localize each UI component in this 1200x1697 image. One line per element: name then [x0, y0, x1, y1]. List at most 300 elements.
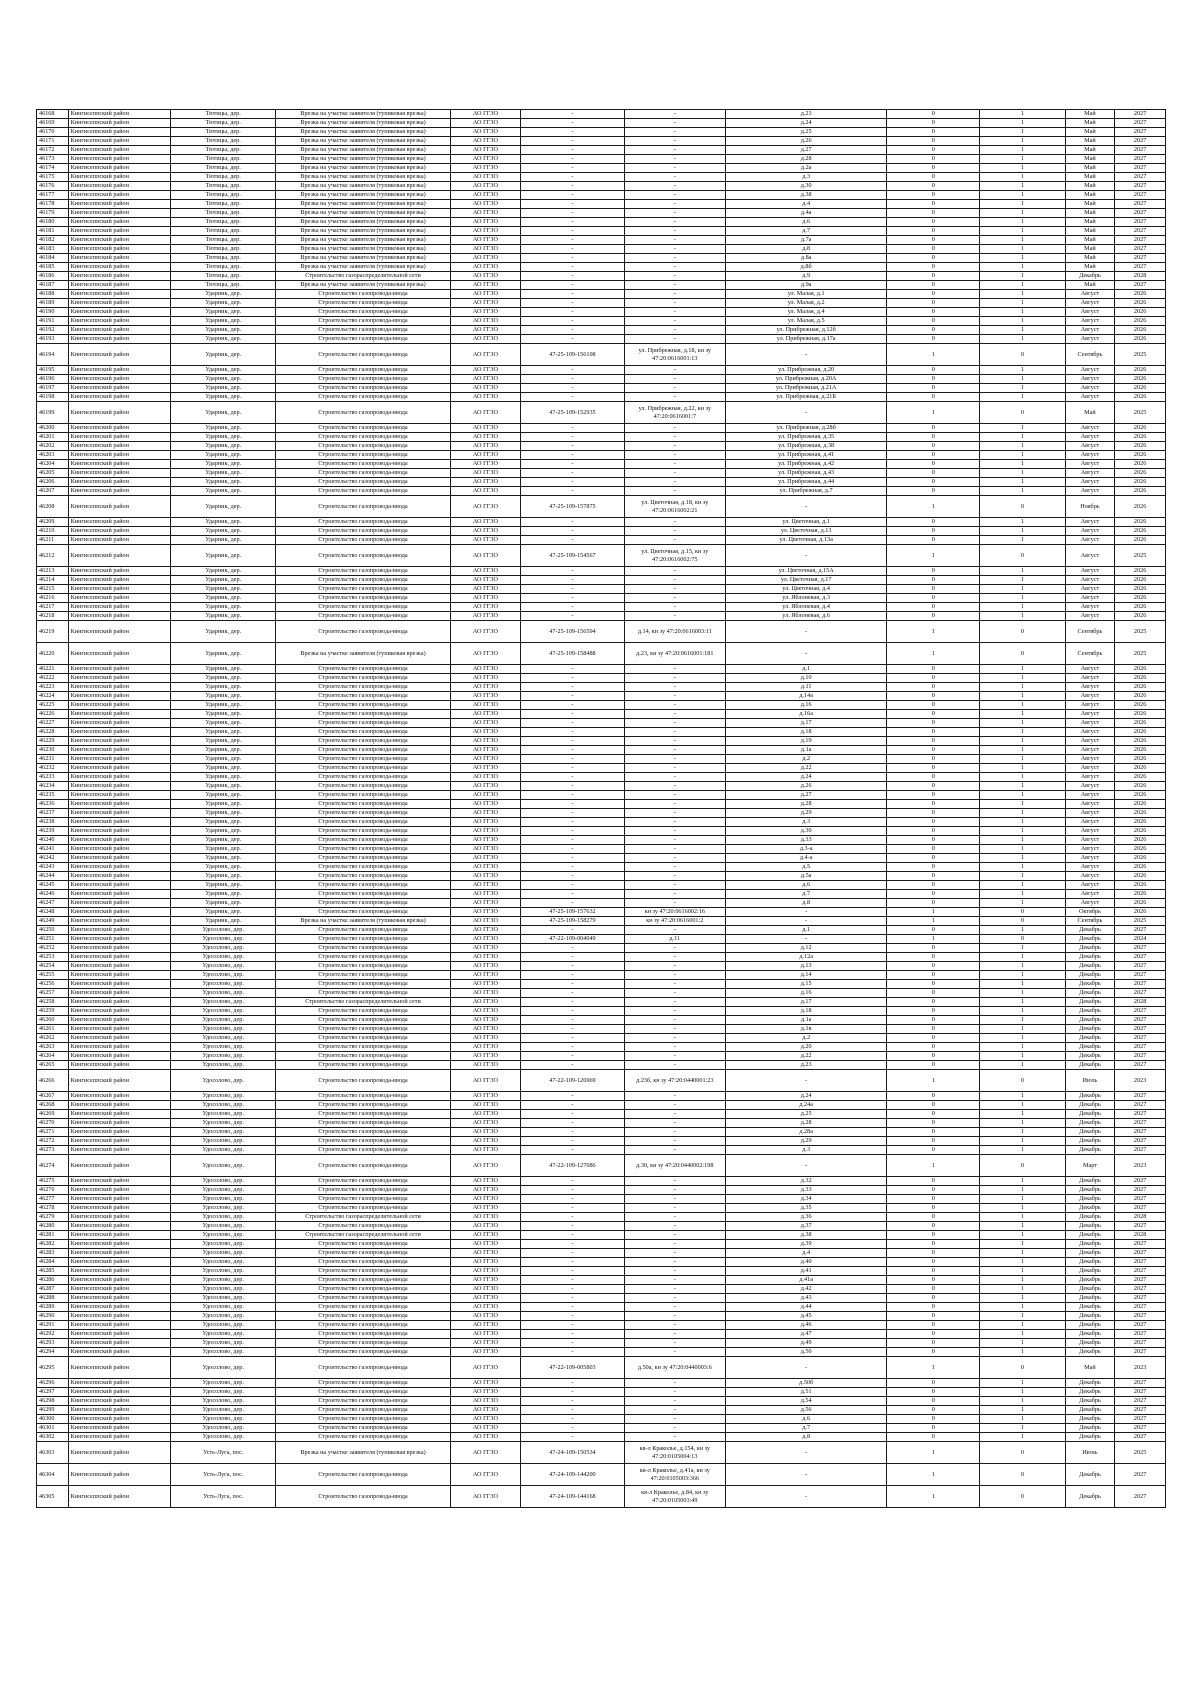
- count-a-cell: 0: [887, 1231, 980, 1240]
- address-cadastral-cell: -: [624, 836, 725, 845]
- count-b-cell: 1: [980, 182, 1065, 191]
- address-cadastral-cell: ул. Цветочная, д.18, кн зу 47:20:0616002:21: [624, 496, 725, 518]
- planned-address-cell: д.2: [725, 755, 886, 764]
- district-cell: Кингисеппский район: [68, 683, 170, 692]
- row-id-cell: 46249: [37, 917, 69, 926]
- locality-cell: Ударник, дер.: [170, 755, 276, 764]
- table-row: [37, 1231, 1166, 1240]
- district-cell: Кингисеппский район: [68, 1137, 170, 1146]
- count-a-cell: 0: [887, 944, 980, 953]
- month-cell: Август: [1065, 594, 1115, 603]
- work-type-cell: Строительство газопровода-ввода: [276, 527, 450, 536]
- table-row: [37, 1137, 1166, 1146]
- organization-cell: АО ГГЗО: [450, 917, 521, 926]
- count-a-cell: 0: [887, 326, 980, 335]
- application-number-cell: -: [521, 1128, 624, 1137]
- month-cell: Август: [1065, 460, 1115, 469]
- month-cell: Август: [1065, 545, 1115, 567]
- application-number-cell: 47-24-109-150534: [521, 1442, 624, 1464]
- count-b-cell: 1: [980, 764, 1065, 773]
- planned-address-cell: ул. Малая, д.4: [725, 308, 886, 317]
- work-type-cell: Строительство газопровода-ввода: [276, 478, 450, 487]
- month-cell: Июль: [1065, 1070, 1115, 1092]
- work-type-cell: Строительство газопровода-ввода: [276, 1339, 450, 1348]
- planned-address-cell: ул. Прибрежная, д.42: [725, 460, 886, 469]
- count-b-cell: 1: [980, 518, 1065, 527]
- row-id-cell: 46198: [37, 393, 69, 402]
- application-number-cell: -: [521, 1186, 624, 1195]
- address-cadastral-cell: д.50а, кн зу 47:20:0440003:6: [624, 1357, 725, 1379]
- count-a-cell: 0: [887, 110, 980, 119]
- planned-address-cell: -: [725, 1070, 886, 1092]
- address-cadastral-cell: ул. Прибрежная, д.18, кн зу 47:20:0616001:13: [624, 344, 725, 366]
- month-cell: Декабрь: [1065, 1061, 1115, 1070]
- organization-cell: АО ГГЗО: [450, 290, 521, 299]
- row-id-cell: 46250: [37, 926, 69, 935]
- table-row: [37, 1016, 1166, 1025]
- address-cadastral-cell: -: [624, 1321, 725, 1330]
- table-row: [37, 469, 1166, 478]
- work-type-cell: Строительство газопровода-ввода: [276, 674, 450, 683]
- table-row: [37, 496, 1166, 518]
- month-cell: Май: [1065, 281, 1115, 290]
- application-number-cell: -: [521, 218, 624, 227]
- year-cell: 2027: [1115, 182, 1166, 191]
- count-b-cell: 0: [980, 402, 1065, 424]
- address-cadastral-cell: -: [624, 692, 725, 701]
- count-b-cell: 1: [980, 818, 1065, 827]
- count-a-cell: 0: [887, 890, 980, 899]
- table-row: [37, 1267, 1166, 1276]
- year-cell: 2026: [1115, 442, 1166, 451]
- locality-cell: Ударник, дер.: [170, 872, 276, 881]
- locality-cell: Тютицы, дер.: [170, 173, 276, 182]
- year-cell: 2027: [1115, 146, 1166, 155]
- district-cell: Кингисеппский район: [68, 567, 170, 576]
- count-a-cell: 0: [887, 1424, 980, 1433]
- address-cadastral-cell: -: [624, 1007, 725, 1016]
- count-b-cell: 0: [980, 1357, 1065, 1379]
- row-id-cell: 46258: [37, 998, 69, 1007]
- organization-cell: АО ГГЗО: [450, 1486, 521, 1508]
- district-cell: Кингисеппский район: [68, 935, 170, 944]
- count-b-cell: 1: [980, 944, 1065, 953]
- row-id-cell: 46304: [37, 1464, 69, 1486]
- locality-cell: Удосолово, дер.: [170, 1321, 276, 1330]
- year-cell: 2027: [1115, 218, 1166, 227]
- planned-address-cell: д.9: [725, 272, 886, 281]
- count-a-cell: 1: [887, 1357, 980, 1379]
- count-b-cell: 1: [980, 460, 1065, 469]
- planned-address-cell: д.39: [725, 1240, 886, 1249]
- row-id-cell: 46213: [37, 567, 69, 576]
- district-cell: Кингисеппский район: [68, 719, 170, 728]
- planned-address-cell: д.14а: [725, 692, 886, 701]
- planned-address-cell: д.11: [725, 683, 886, 692]
- work-type-cell: Строительство газопровода-ввода: [276, 1321, 450, 1330]
- table-row: [37, 209, 1166, 218]
- year-cell: 2027: [1115, 1267, 1166, 1276]
- work-type-cell: Строительство газопровода-ввода: [276, 701, 450, 710]
- count-b-cell: 1: [980, 1415, 1065, 1424]
- district-cell: Кингисеппский район: [68, 1312, 170, 1321]
- organization-cell: АО ГГЗО: [450, 1240, 521, 1249]
- count-b-cell: 1: [980, 701, 1065, 710]
- organization-cell: АО ГГЗО: [450, 173, 521, 182]
- year-cell: 2026: [1115, 567, 1166, 576]
- planned-address-cell: д.18: [725, 728, 886, 737]
- planned-address-cell: д.36: [725, 1213, 886, 1222]
- count-b-cell: 0: [980, 1070, 1065, 1092]
- address-cadastral-cell: -: [624, 272, 725, 281]
- year-cell: 2027: [1115, 962, 1166, 971]
- application-number-cell: -: [521, 737, 624, 746]
- count-a-cell: 0: [887, 989, 980, 998]
- organization-cell: АО ГГЗО: [450, 890, 521, 899]
- locality-cell: Тютицы, дер.: [170, 110, 276, 119]
- planned-address-cell: д.23: [725, 110, 886, 119]
- district-cell: Кингисеппский район: [68, 1415, 170, 1424]
- table-row: [37, 1025, 1166, 1034]
- month-cell: Август: [1065, 773, 1115, 782]
- district-cell: Кингисеппский район: [68, 1052, 170, 1061]
- year-cell: 2026: [1115, 755, 1166, 764]
- row-id-cell: 46259: [37, 1007, 69, 1016]
- organization-cell: АО ГГЗО: [450, 800, 521, 809]
- work-type-cell: Строительство газопровода-ввода: [276, 980, 450, 989]
- application-number-cell: -: [521, 809, 624, 818]
- application-number-cell: -: [521, 518, 624, 527]
- planned-address-cell: д.50б: [725, 1379, 886, 1388]
- work-type-cell: Строительство газопровода-ввода: [276, 836, 450, 845]
- table-row: [37, 1486, 1166, 1508]
- district-cell: Кингисеппский район: [68, 1379, 170, 1388]
- table-row: [37, 1464, 1166, 1486]
- work-type-cell: Строительство газопровода-ввода: [276, 764, 450, 773]
- planned-address-cell: д.6: [725, 218, 886, 227]
- district-cell: Кингисеппский район: [68, 1397, 170, 1406]
- planned-address-cell: д.8: [725, 245, 886, 254]
- table-row: [37, 665, 1166, 674]
- locality-cell: Ударник, дер.: [170, 375, 276, 384]
- month-cell: Май: [1065, 254, 1115, 263]
- district-cell: Кингисеппский район: [68, 393, 170, 402]
- district-cell: Кингисеппский район: [68, 674, 170, 683]
- organization-cell: АО ГГЗО: [450, 218, 521, 227]
- district-cell: Кингисеппский район: [68, 1177, 170, 1186]
- year-cell: 2026: [1115, 460, 1166, 469]
- count-b-cell: 1: [980, 1177, 1065, 1186]
- year-cell: 2026: [1115, 393, 1166, 402]
- planned-address-cell: ул. Прибрежная, д.44: [725, 478, 886, 487]
- district-cell: Кингисеппский район: [68, 146, 170, 155]
- application-number-cell: -: [521, 1092, 624, 1101]
- application-number-cell: -: [521, 710, 624, 719]
- planned-address-cell: д.17: [725, 719, 886, 728]
- planned-address-cell: д.22: [725, 1052, 886, 1061]
- application-number-cell: -: [521, 1213, 624, 1222]
- locality-cell: Ударник, дер.: [170, 890, 276, 899]
- address-cadastral-cell: -: [624, 299, 725, 308]
- row-id-cell: 46300: [37, 1415, 69, 1424]
- locality-cell: Ударник, дер.: [170, 366, 276, 375]
- work-type-cell: Строительство газопровода-ввода: [276, 971, 450, 980]
- count-a-cell: 0: [887, 971, 980, 980]
- application-number-cell: 47-22-109-127086: [521, 1155, 624, 1177]
- month-cell: Август: [1065, 299, 1115, 308]
- row-id-cell: 46239: [37, 827, 69, 836]
- planned-address-cell: д.46: [725, 1321, 886, 1330]
- address-cadastral-cell: -: [624, 1231, 725, 1240]
- address-cadastral-cell: -: [624, 1222, 725, 1231]
- planned-address-cell: д.29: [725, 809, 886, 818]
- count-a-cell: 0: [887, 308, 980, 317]
- row-id-cell: 46224: [37, 692, 69, 701]
- row-id-cell: 46283: [37, 1249, 69, 1258]
- organization-cell: АО ГГЗО: [450, 728, 521, 737]
- planned-address-cell: д.24: [725, 773, 886, 782]
- address-cadastral-cell: -: [624, 594, 725, 603]
- year-cell: 2023: [1115, 1357, 1166, 1379]
- table-row: [37, 545, 1166, 567]
- year-cell: 2026: [1115, 527, 1166, 536]
- district-cell: Кингисеппский район: [68, 110, 170, 119]
- locality-cell: Ударник, дер.: [170, 527, 276, 536]
- address-cadastral-cell: -: [624, 1052, 725, 1061]
- row-id-cell: 46219: [37, 621, 69, 643]
- count-a-cell: 0: [887, 137, 980, 146]
- year-cell: 2027: [1115, 1222, 1166, 1231]
- count-a-cell: 0: [887, 218, 980, 227]
- table-row: [37, 935, 1166, 944]
- month-cell: Август: [1065, 442, 1115, 451]
- count-b-cell: 0: [980, 1486, 1065, 1508]
- table-row: [37, 128, 1166, 137]
- year-cell: 2027: [1115, 1415, 1166, 1424]
- work-type-cell: Строительство газопровода-ввода: [276, 1177, 450, 1186]
- district-cell: Кингисеппский район: [68, 755, 170, 764]
- table-row: [37, 326, 1166, 335]
- month-cell: Август: [1065, 899, 1115, 908]
- work-type-cell: Строительство газопровода-ввода: [276, 1388, 450, 1397]
- locality-cell: Ударник, дер.: [170, 612, 276, 621]
- count-a-cell: 0: [887, 1379, 980, 1388]
- organization-cell: АО ГГЗО: [450, 496, 521, 518]
- planned-address-cell: д.19: [725, 737, 886, 746]
- table-row: [37, 863, 1166, 872]
- row-id-cell: 46178: [37, 200, 69, 209]
- address-cadastral-cell: -: [624, 1388, 725, 1397]
- count-b-cell: 1: [980, 1240, 1065, 1249]
- district-cell: Кингисеппский район: [68, 191, 170, 200]
- locality-cell: Удосолово, дер.: [170, 1128, 276, 1137]
- count-b-cell: 1: [980, 899, 1065, 908]
- work-type-cell: Строительство газопровода-ввода: [276, 621, 450, 643]
- application-number-cell: -: [521, 818, 624, 827]
- row-id-cell: 46248: [37, 908, 69, 917]
- count-b-cell: 1: [980, 469, 1065, 478]
- organization-cell: АО ГГЗО: [450, 773, 521, 782]
- locality-cell: Удосолово, дер.: [170, 1424, 276, 1433]
- address-cadastral-cell: -: [624, 1025, 725, 1034]
- count-b-cell: 1: [980, 227, 1065, 236]
- application-number-cell: -: [521, 1276, 624, 1285]
- count-b-cell: 1: [980, 989, 1065, 998]
- count-a-cell: 0: [887, 1025, 980, 1034]
- planned-address-cell: д.43: [725, 1294, 886, 1303]
- organization-cell: АО ГГЗО: [450, 1406, 521, 1415]
- row-id-cell: 46205: [37, 469, 69, 478]
- organization-cell: АО ГГЗО: [450, 1052, 521, 1061]
- application-number-cell: -: [521, 665, 624, 674]
- row-id-cell: 46288: [37, 1294, 69, 1303]
- locality-cell: Удосолово, дер.: [170, 1276, 276, 1285]
- application-number-cell: -: [521, 245, 624, 254]
- organization-cell: АО ГГЗО: [450, 980, 521, 989]
- organization-cell: АО ГГЗО: [450, 1357, 521, 1379]
- address-cadastral-cell: д.23б, кн зу 47:20:0440001:23: [624, 1070, 725, 1092]
- year-cell: 2028: [1115, 1231, 1166, 1240]
- district-cell: Кингисеппский район: [68, 545, 170, 567]
- month-cell: Декабрь: [1065, 1330, 1115, 1339]
- organization-cell: АО ГГЗО: [450, 384, 521, 393]
- month-cell: Август: [1065, 576, 1115, 585]
- count-b-cell: 1: [980, 281, 1065, 290]
- address-cadastral-cell: -: [624, 281, 725, 290]
- planned-address-cell: д.26: [725, 137, 886, 146]
- count-b-cell: 1: [980, 1267, 1065, 1276]
- locality-cell: Удосолово, дер.: [170, 1195, 276, 1204]
- work-type-cell: Строительство газопровода-ввода: [276, 692, 450, 701]
- planned-address-cell: д.3: [725, 818, 886, 827]
- count-a-cell: 0: [887, 1312, 980, 1321]
- month-cell: Декабрь: [1065, 1339, 1115, 1348]
- application-number-cell: -: [521, 692, 624, 701]
- count-b-cell: 1: [980, 728, 1065, 737]
- table-row: [37, 944, 1166, 953]
- month-cell: Август: [1065, 567, 1115, 576]
- application-number-cell: -: [521, 1321, 624, 1330]
- year-cell: 2027: [1115, 1146, 1166, 1155]
- application-number-cell: -: [521, 836, 624, 845]
- count-a-cell: 0: [887, 1204, 980, 1213]
- work-type-cell: Врезка на участке заявителя (тупиковая врезка): [276, 254, 450, 263]
- work-type-cell: Строительство газопровода-ввода: [276, 594, 450, 603]
- organization-cell: АО ГГЗО: [450, 366, 521, 375]
- planned-address-cell: ул. Цветочная, д.13: [725, 527, 886, 536]
- month-cell: Декабрь: [1065, 944, 1115, 953]
- district-cell: Кингисеппский район: [68, 917, 170, 926]
- address-cadastral-cell: -: [624, 1177, 725, 1186]
- row-id-cell: 46251: [37, 935, 69, 944]
- work-type-cell: Строительство газопровода-ввода: [276, 1110, 450, 1119]
- row-id-cell: 46187: [37, 281, 69, 290]
- work-type-cell: Врезка на участке заявителя (тупиковая врезка): [276, 137, 450, 146]
- organization-cell: АО ГГЗО: [450, 1415, 521, 1424]
- organization-cell: АО ГГЗО: [450, 674, 521, 683]
- work-type-cell: Строительство газопровода-ввода: [276, 1146, 450, 1155]
- address-cadastral-cell: -: [624, 536, 725, 545]
- month-cell: Август: [1065, 384, 1115, 393]
- address-cadastral-cell: -: [624, 1424, 725, 1433]
- year-cell: 2027: [1115, 1330, 1166, 1339]
- planned-address-cell: д.15: [725, 980, 886, 989]
- count-a-cell: 0: [887, 173, 980, 182]
- count-a-cell: 0: [887, 1406, 980, 1415]
- district-cell: Кингисеппский район: [68, 971, 170, 980]
- application-number-cell: -: [521, 442, 624, 451]
- month-cell: Август: [1065, 326, 1115, 335]
- planned-address-cell: д.1: [725, 665, 886, 674]
- planned-address-cell: -: [725, 1357, 886, 1379]
- work-type-cell: Строительство газопровода-ввода: [276, 1070, 450, 1092]
- organization-cell: АО ГГЗО: [450, 1195, 521, 1204]
- district-cell: Кингисеппский район: [68, 487, 170, 496]
- work-type-cell: Строительство газопровода-ввода: [276, 402, 450, 424]
- address-cadastral-cell: -: [624, 683, 725, 692]
- application-number-cell: -: [521, 164, 624, 173]
- work-type-cell: Строительство газопровода-ввода: [276, 755, 450, 764]
- address-cadastral-cell: -: [624, 254, 725, 263]
- count-b-cell: 1: [980, 236, 1065, 245]
- table-row: [37, 281, 1166, 290]
- district-cell: Кингисеппский район: [68, 182, 170, 191]
- row-id-cell: 46194: [37, 344, 69, 366]
- application-number-cell: -: [521, 478, 624, 487]
- address-cadastral-cell: -: [624, 665, 725, 674]
- locality-cell: Ударник, дер.: [170, 469, 276, 478]
- locality-cell: Ударник, дер.: [170, 764, 276, 773]
- month-cell: Декабрь: [1065, 1043, 1115, 1052]
- application-number-cell: -: [521, 567, 624, 576]
- district-cell: Кингисеппский район: [68, 621, 170, 643]
- district-cell: Кингисеппский район: [68, 1464, 170, 1486]
- month-cell: Декабрь: [1065, 998, 1115, 1007]
- count-b-cell: 1: [980, 164, 1065, 173]
- row-id-cell: 46260: [37, 1016, 69, 1025]
- organization-cell: АО ГГЗО: [450, 719, 521, 728]
- year-cell: 2026: [1115, 764, 1166, 773]
- organization-cell: АО ГГЗО: [450, 827, 521, 836]
- count-b-cell: 1: [980, 603, 1065, 612]
- count-a-cell: 0: [887, 1321, 980, 1330]
- locality-cell: Ударник, дер.: [170, 299, 276, 308]
- application-number-cell: -: [521, 1177, 624, 1186]
- count-b-cell: 1: [980, 980, 1065, 989]
- locality-cell: Ударник, дер.: [170, 451, 276, 460]
- organization-cell: АО ГГЗО: [450, 1092, 521, 1101]
- month-cell: Август: [1065, 683, 1115, 692]
- row-id-cell: 46276: [37, 1186, 69, 1195]
- count-a-cell: 0: [887, 317, 980, 326]
- address-cadastral-cell: д.23, кн зу 47:20:0616001:181: [624, 643, 725, 665]
- planned-address-cell: д.30: [725, 182, 886, 191]
- address-cadastral-cell: -: [624, 926, 725, 935]
- row-id-cell: 46183: [37, 245, 69, 254]
- organization-cell: АО ГГЗО: [450, 1155, 521, 1177]
- work-type-cell: Строительство газопровода-ввода: [276, 809, 450, 818]
- address-cadastral-cell: -: [624, 326, 725, 335]
- year-cell: 2027: [1115, 254, 1166, 263]
- locality-cell: Ударник, дер.: [170, 344, 276, 366]
- work-type-cell: Строительство газопровода-ввода: [276, 1119, 450, 1128]
- application-number-cell: -: [521, 375, 624, 384]
- application-number-cell: -: [521, 433, 624, 442]
- district-cell: Кингисеппский район: [68, 344, 170, 366]
- organization-cell: АО ГГЗО: [450, 612, 521, 621]
- count-b-cell: 1: [980, 971, 1065, 980]
- planned-address-cell: д.41: [725, 1267, 886, 1276]
